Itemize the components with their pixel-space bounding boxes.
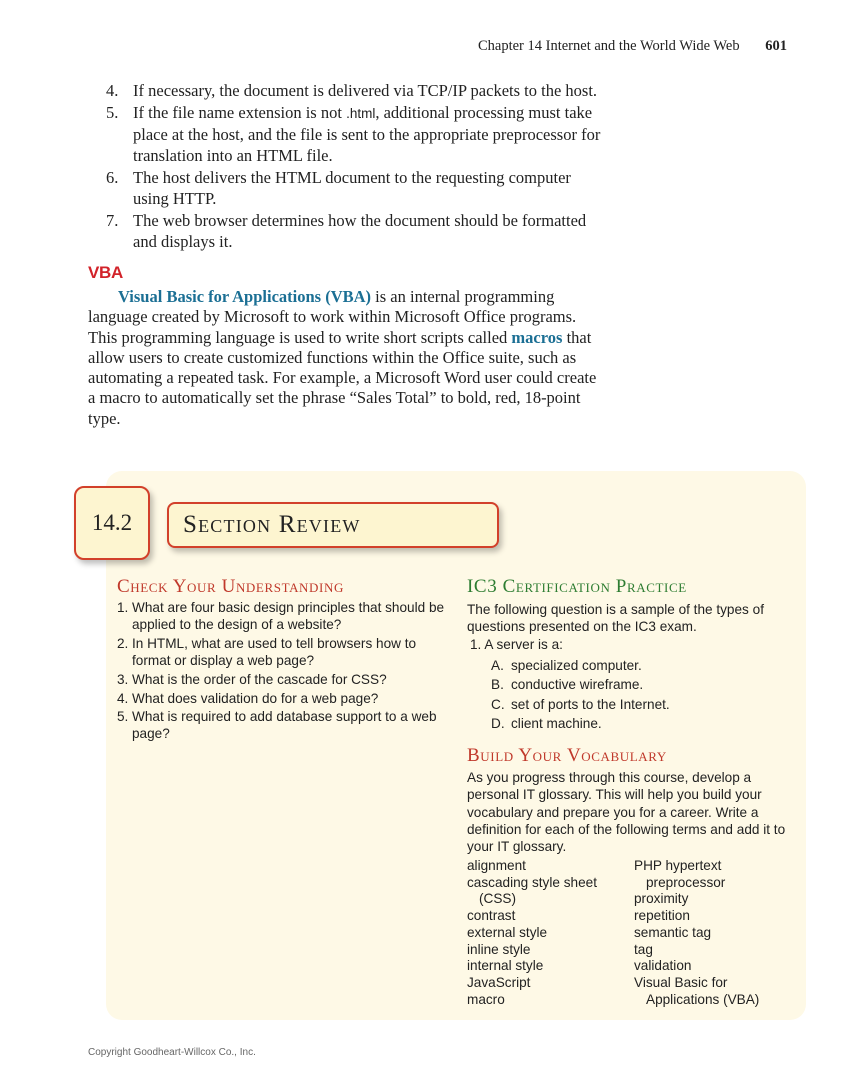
vba-text: that allow users to create customized functions within the Office suite, such as automating a repeated task. For example, a Microsoft Word user could create a macro to automatically set the phrase “Sales Total” to bold, red, 18-point type. [88, 327, 597, 428]
key-term-vba: Visual Basic for Applications (VBA) [118, 287, 372, 306]
vocabulary-intro: As you progress through this course, develop a personal IT glossary. This will help you build your vocabulary and prepare you for a career. Write a definition for each of the following terms and add it to your IT glossary. [467, 770, 786, 855]
vocab-term: contrast [467, 908, 516, 924]
vocab-term: proximity [634, 891, 689, 907]
step-item [106, 80, 606, 101]
step-number: 4. [106, 81, 119, 100]
answer-option [491, 714, 670, 733]
vocab-term: external style [467, 924, 548, 940]
question-text: What is required to add database support to a web page? [132, 709, 437, 742]
chapter-title: Chapter 14 Internet and the World Wide Web [477, 38, 740, 54]
step-text: The web browser determines how the document should be formatted and displays it. [133, 211, 587, 251]
answer-option [491, 675, 670, 694]
question-number: 5. [117, 709, 129, 725]
section-number-tab: 14.2 [74, 486, 150, 560]
vocab-term: alignment [467, 858, 526, 873]
question-text: In HTML, what are used to tell browsers how to format or display a web page? [132, 635, 417, 669]
ic3-practice-heading: IC3 Certification Practice [467, 576, 687, 597]
question-item [117, 599, 447, 633]
vocab-term: internal style [467, 958, 544, 974]
page-number: 601 [765, 38, 787, 54]
vocab-term: preprocessor [646, 874, 726, 890]
option-letter: A. [491, 658, 504, 673]
step-item [106, 102, 606, 166]
section-review-title: Section Review [167, 502, 499, 548]
step-item [106, 210, 606, 252]
question-number: 4. [117, 690, 129, 706]
check-understanding-questions [117, 599, 447, 744]
check-understanding-heading: Check Your Understanding [117, 576, 344, 597]
question-item [117, 671, 447, 688]
question-number: 2. [117, 635, 129, 651]
option-letter: B. [491, 677, 504, 693]
build-vocabulary-heading: Build Your Vocabulary [467, 745, 667, 766]
vocab-term: Visual Basic for [634, 974, 728, 990]
answer-option [491, 695, 670, 714]
step-number: 7. [106, 211, 119, 230]
vocab-term: PHP hypertext [634, 858, 722, 873]
option-text: set of ports to the Internet. [511, 696, 670, 712]
vocab-term: repetition [634, 908, 690, 924]
option-text: client machine. [511, 715, 602, 731]
file-extension: .html [346, 106, 376, 121]
question-text: What are four basic design principles that should be applied to the design of a website? [132, 600, 445, 633]
vba-text: is an internal programming language created by Microsoft to work within Microsoft Office programs. This programming language is used to write short scripts called [88, 287, 577, 347]
vba-paragraph [88, 287, 598, 429]
process-steps-list [106, 80, 606, 253]
step-number: 5. [106, 103, 119, 122]
question-number: 1. [117, 600, 129, 615]
vocab-term: JavaScript [467, 974, 531, 990]
vba-heading: VBA [88, 263, 123, 282]
option-letter: C. [491, 696, 505, 712]
step-text: The host delivers the HTML document to the requesting computer using HTTP. [133, 168, 571, 208]
vocab-term: Applications (VBA) [646, 991, 760, 1007]
question-item [117, 635, 447, 669]
key-term-macros: macros [511, 327, 563, 347]
vocab-term: (CSS) [479, 891, 517, 907]
vocab-term: macro [467, 991, 505, 1007]
question-number: 3. [117, 671, 129, 687]
ic3-intro: The following question is a sample of the types of questions presented on the IC3 exam. [467, 602, 764, 635]
step-text: If necessary, the document is delivered via TCP/IP packets to the host. [133, 81, 598, 100]
running-head [478, 38, 787, 55]
ic3-question: 1. A server is a: [470, 637, 563, 652]
vocab-term: cascading style sheet [467, 874, 597, 890]
question-item [117, 690, 447, 707]
step-text: , additional processing must take place at the host, and the file is sent to the appropriate preprocessor for translation into an HTML file. [133, 103, 601, 165]
question-text: What does validation do for a web page? [132, 690, 379, 706]
ic3-options [491, 656, 670, 733]
option-text: specialized computer. [511, 658, 642, 673]
vocab-term: inline style [467, 941, 531, 957]
vocab-term: semantic tag [634, 924, 712, 940]
vocabulary-column-2 [634, 858, 759, 1008]
vocab-term: tag [634, 941, 653, 957]
step-text: If the file name extension is not [133, 103, 347, 122]
option-text: conductive wireframe. [511, 677, 644, 693]
question-text: What is the order of the cascade for CSS? [132, 671, 387, 687]
vocab-term: validation [634, 958, 692, 974]
option-letter: D. [491, 715, 505, 731]
step-item [106, 167, 606, 209]
answer-option [491, 656, 670, 675]
question-item [117, 708, 447, 742]
step-number: 6. [106, 168, 119, 187]
vocabulary-column-1 [467, 858, 597, 1008]
copyright-notice: Copyright Goodheart-Willcox Co., Inc. [88, 1047, 256, 1058]
